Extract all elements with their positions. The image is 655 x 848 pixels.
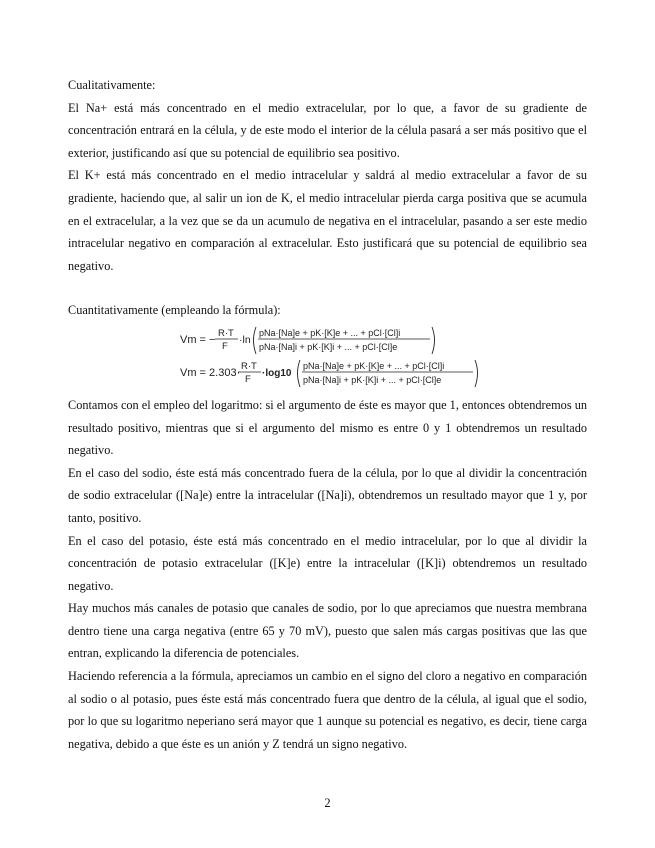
formula1-right-paren xyxy=(432,327,435,354)
formula2-rt-numerator: R·T xyxy=(241,360,257,372)
formula2-left-paren xyxy=(298,360,301,387)
sodium-quantitative-paragraph: En el caso del sodio, éste está más concentrado fuera de la célula, por lo que al dividir la concentración de sodio extracelular ([Na]e) entre la intracelular ([Na]i), obtendremos un resultado mayor que 1 y, por tanto, positivo. xyxy=(68,465,587,525)
sodium-qualitative-paragraph: El Na+ está más concentrado en el medio extracelular, por lo que, a favor de su gradiente de concentración entrará en la célula, y de este modo el interior de la célula pasará a ser más positivo que el exterior, justificando así que su potencial de equilibrio sea positivo. xyxy=(68,100,587,160)
formula2-lhs: Vm = 2.303· xyxy=(180,366,241,379)
formula2-right-paren xyxy=(475,360,478,387)
goldman-equation-figure xyxy=(68,324,587,392)
formula1-left-paren xyxy=(254,327,257,354)
formula1-rt-denominator: F xyxy=(222,340,228,352)
formula-svg xyxy=(68,324,587,392)
formula2-rt-denominator: F xyxy=(245,373,251,385)
document-body xyxy=(68,74,587,755)
formula2-log: ·log10 xyxy=(262,367,292,379)
formula2-denominator: pNa·[Na]i + pK·[K]i + ... + pCl·[Cl]e xyxy=(303,374,442,385)
potassium-qualitative-paragraph: El K+ está más concentrado en el medio intracelular y saldrá al medio extracelular a favor de su gradiente, haciendo que, al salir un ion de K, el medio intracelular pierda carga positiva que se acumula en el extracelular, a la vez que se da un acumulo de negativa en el intracelular, pasando a ser este medio intracelular negativo en comparación al extracelular. Esto justificará que su potencial de equilibrio sea negativo. xyxy=(68,168,587,273)
channels-paragraph: Hay muchos más canales de potasio que canales de sodio, por lo que apreciamos que nuestra membrana dentro tiene una carga negativa (entre 65 y 70 mV), puesto que salen más cargas positivas que las que entran, explicando la diferencia de potenciales. xyxy=(68,601,587,661)
formula1-lhs: Vm = − xyxy=(180,333,216,346)
formula1-numerator: pNa·[Na]e + pK·[K]e + ... + pCl·[Cl]i xyxy=(259,327,401,338)
chloride-paragraph: Haciendo referencia a la fórmula, apreciamos un cambio en el signo del cloro a negativo en comparación al sodio o al potasio, pues éste está más concentrado fuera que dentro de la célula, al igual que el sodio, por lo que su logaritmo neperiano será mayor que 1 aunque su potencial es negativo, es decir, tiene carga negativa, debido a que éste es un anión y Z tendrá un signo negativo. xyxy=(68,669,587,751)
formula1-ln: ·ln xyxy=(239,333,251,346)
quantitative-heading: Cuantitativamente (empleando la fórmula): xyxy=(68,303,281,318)
formula2-numerator: pNa·[Na]e + pK·[K]e + ... + pCl·[Cl]i xyxy=(303,360,445,371)
page-number: 2 xyxy=(324,796,331,810)
qualitative-heading: Cualitativamente: xyxy=(68,78,156,92)
section-gap xyxy=(68,277,587,299)
potassium-quantitative-paragraph: En el caso del potasio, éste está más concentrado en el medio intracelular, por lo que al dividir la concentración de potasio extracelular ([K]e) entre la intracelular ([K]i) obtendremos un resultado negativo. xyxy=(68,533,587,593)
formula1-denominator: pNa·[Na]i + pK·[K]i + ... + pCl·[Cl]e xyxy=(259,341,398,352)
logarithm-paragraph: Contamos con el empleo del logaritmo: si el argumento de éste es mayor que 1, entonces obtendremos un resultado positivo, mientras que si el argumento del mismo es entre 0 y 1 obtendremos un resultado negativo. xyxy=(68,397,587,458)
formula1-rt-numerator: R·T xyxy=(218,327,234,339)
